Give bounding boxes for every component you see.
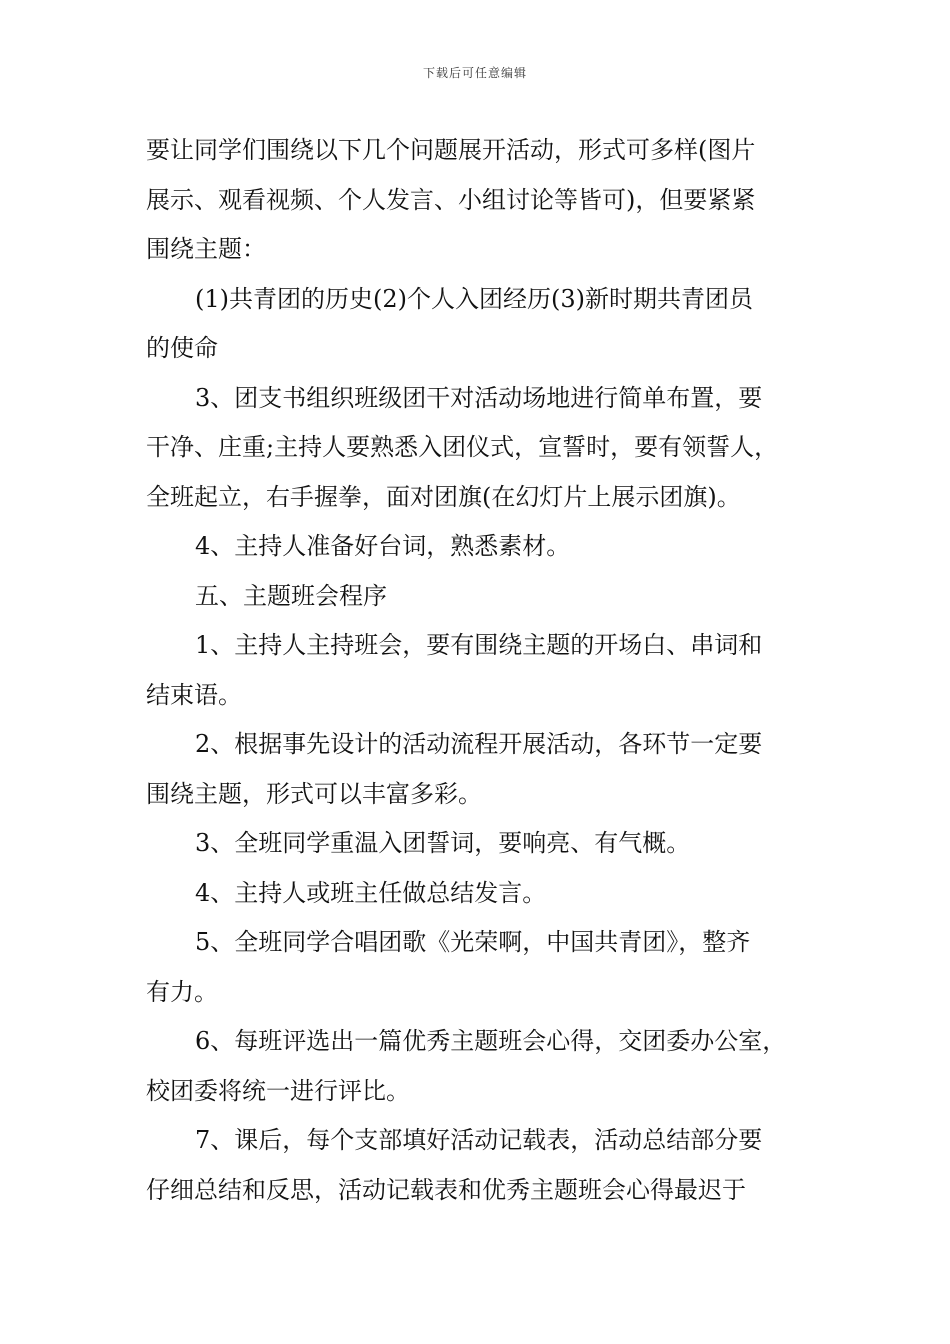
paragraph-procedure-1 — [146, 621, 810, 720]
document-body — [146, 126, 810, 1215]
text-line: 展示、观看视频、个人发言、小组讨论等皆可)，但要紧紧 — [146, 185, 756, 214]
paragraph-procedure-3 — [146, 819, 810, 869]
paragraph-procedure-5 — [146, 918, 810, 1017]
paragraph-procedure-2 — [146, 720, 810, 819]
paragraph-procedure-4 — [146, 869, 810, 919]
text-line: 干净、庄重;主持人要熟悉入团仪式，宣誓时，要有领誓人， — [146, 433, 779, 461]
text-line: 6、每班评选出一篇优秀主题班会心得，交团委办公室， — [195, 1027, 787, 1055]
paragraph-step-4-host — [146, 522, 810, 572]
paragraph-procedure-6 — [146, 1017, 810, 1116]
text-line: 3、全班同学重温入团誓词，要响亮、有气概。 — [195, 829, 691, 857]
paragraph-activity-topics — [146, 126, 810, 275]
text-line: 5、全班同学合唱团歌《光荣啊，中国共青团》，整齐 — [195, 928, 751, 956]
section-heading-procedure — [146, 572, 810, 622]
text-line: 校团委将统一进行评比。 — [146, 1076, 410, 1105]
text-line: 7、课后，每个支部填好活动记载表，活动总结部分要 — [195, 1126, 763, 1154]
text-line: 围绕主题，形式可以丰富多彩。 — [146, 779, 482, 808]
text-line: 有力。 — [146, 977, 218, 1006]
text-line: 3、团支书组织班级团干对活动场地进行简单布置，要 — [195, 383, 763, 412]
text-line: 结束语。 — [146, 680, 242, 709]
text-line: 围绕主题： — [146, 235, 266, 263]
paragraph-step-3-venue — [146, 374, 810, 523]
text-line: 五、主题班会程序 — [195, 581, 387, 610]
text-line: (1)共青团的历史(2)个人入团经历(3)新时期共青团员 — [195, 284, 753, 313]
paragraph-topic-list — [146, 275, 810, 374]
paragraph-procedure-7 — [146, 1116, 810, 1215]
text-line: 的使命 — [146, 334, 218, 362]
text-line: 仔细总结和反思，活动记载表和优秀主题班会心得最迟于 — [146, 1175, 746, 1204]
text-line: 全班起立，右手握拳，面对团旗(在幻灯片上展示团旗)。 — [146, 482, 741, 511]
text-line: 2、根据事先设计的活动流程开展活动，各环节一定要 — [195, 730, 763, 758]
text-line: 要让同学们围绕以下几个问题展开活动，形式可多样(图片 — [146, 136, 756, 164]
text-line: 1、主持人主持班会，要有围绕主题的开场白、串词和 — [195, 631, 763, 659]
text-line: 4、主持人或班主任做总结发言。 — [195, 878, 547, 907]
text-line: 4、主持人准备好台词，熟悉素材。 — [195, 532, 571, 560]
page-header: 下载后可任意编辑 — [422, 66, 527, 80]
